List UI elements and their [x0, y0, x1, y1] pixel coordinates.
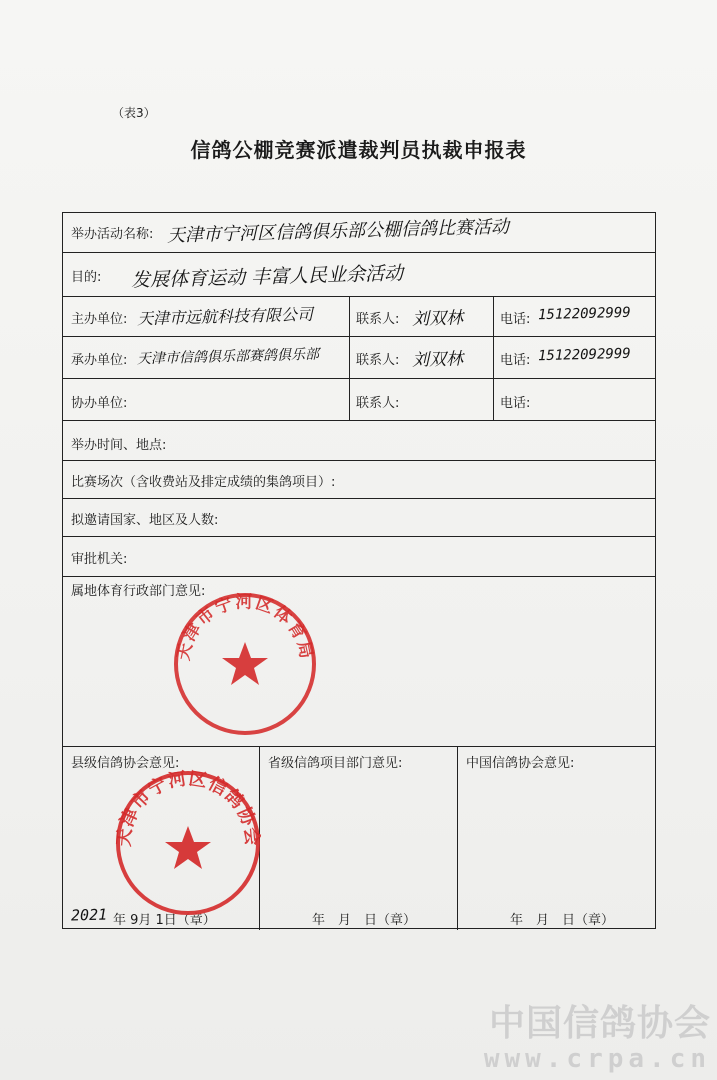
national-opinion-label: 中国信鸽协会意见:: [466, 756, 575, 771]
sports-bureau-seal: [170, 590, 320, 738]
form-code: （表3）: [112, 106, 156, 120]
row-time-place: [63, 421, 655, 461]
row-purpose: [63, 253, 655, 297]
province-opinion-cell: [259, 747, 457, 930]
invite-label: 拟邀请国家、地区及人数:: [71, 513, 219, 528]
row-sports-dept: [63, 577, 655, 747]
association-seal-text: 天津市宁河区信鸽协会: [113, 768, 263, 848]
races-label: 比赛场次（含收费站及排定成绩的集鸽项目）:: [71, 475, 336, 490]
province-opinion-label: 省级信鸽项目部门意见:: [268, 756, 403, 771]
host-label: 主办单位:: [71, 312, 128, 327]
row-races: [63, 461, 655, 499]
host-contact-value: 刘双林: [411, 308, 464, 330]
county-date: 年 9月 1日（章）: [113, 913, 216, 928]
row-approval: [63, 537, 655, 577]
approval-label: 审批机关:: [71, 552, 128, 567]
watermark-url: www.crpa.cn: [483, 1044, 711, 1074]
row-co-organizer: [63, 379, 655, 421]
organizer-contact-cell: [349, 337, 493, 378]
host-contact-cell: [349, 297, 493, 336]
purpose-label: 目的:: [71, 270, 102, 285]
organizer-label: 承办单位:: [71, 353, 128, 368]
purpose-value: 发展体育运动 丰富人民业余活动: [130, 262, 404, 292]
co-contact-label: 联系人:: [356, 396, 400, 411]
organizer-phone-value: 15122092999: [537, 345, 631, 365]
time-place-label: 举办时间、地点:: [71, 438, 167, 453]
row-event-name: [63, 213, 655, 253]
event-name-value: 天津市宁河区信鸽俱乐部公棚信鸽比赛活动: [166, 216, 510, 247]
organizer-value: 天津市信鸽俱乐部赛鸽俱乐部: [136, 346, 320, 368]
sports-bureau-seal-text: 天津市宁河区体育局: [173, 592, 317, 663]
co-contact-cell: [349, 379, 493, 420]
host-phone-cell: [493, 297, 657, 336]
organizer-contact-value: 刘双林: [411, 349, 464, 371]
county-date-year: 2021: [70, 905, 108, 925]
host-contact-label: 联系人:: [356, 312, 400, 327]
host-value: 天津市远航科技有限公司: [136, 304, 314, 329]
organizer-phone-cell: [493, 337, 657, 378]
co-organizer-label: 协办单位:: [71, 396, 128, 411]
watermark-cn: 中国信鸽协会: [488, 1003, 711, 1044]
national-date: 年 月 日（章）: [510, 913, 615, 928]
row-invite: [63, 499, 655, 537]
row-organizer: [63, 337, 655, 379]
national-opinion-cell: [457, 747, 657, 930]
province-date: 年 月 日（章）: [312, 913, 417, 928]
row-host: [63, 297, 655, 337]
association-seal: [112, 768, 264, 918]
event-name-label: 举办活动名称:: [71, 227, 154, 242]
crpa-watermark: [484, 1004, 711, 1074]
host-phone-value: 15122092999: [537, 304, 631, 324]
sports-dept-label: 属地体育行政部门意见:: [71, 584, 206, 599]
co-phone-cell: [493, 379, 657, 420]
organizer-phone-label: 电话:: [500, 353, 531, 368]
county-opinion-label: 县级信鸽协会意见:: [71, 756, 180, 771]
organizer-contact-label: 联系人:: [356, 353, 400, 368]
host-phone-label: 电话:: [500, 312, 531, 327]
page-title: 信鸽公棚竞赛派遣裁判员执裁申报表: [190, 138, 527, 162]
co-phone-label: 电话:: [500, 396, 531, 411]
